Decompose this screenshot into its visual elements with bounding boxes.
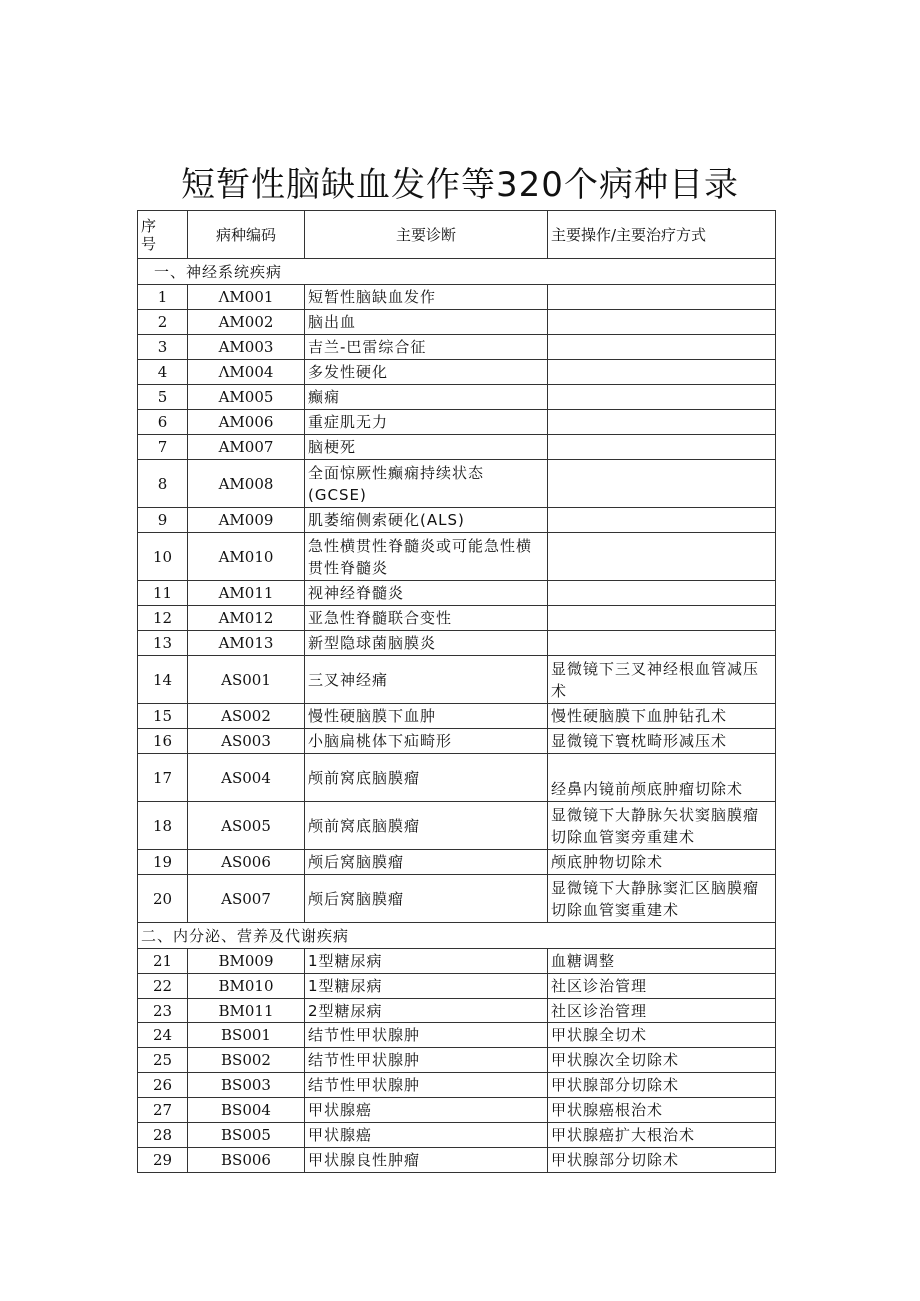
main-operation — [548, 360, 776, 385]
table-row — [138, 1123, 776, 1148]
main-diagnosis: 甲状腺良性肿瘤 — [305, 1148, 548, 1173]
section-row — [138, 259, 776, 285]
row-number: 7 — [138, 435, 188, 460]
main-operation — [548, 533, 776, 581]
row-number: 16 — [138, 729, 188, 754]
table-row — [138, 875, 776, 923]
header-row — [138, 211, 776, 259]
main-operation — [548, 310, 776, 335]
main-diagnosis: 颅前窝底脑膜瘤 — [305, 754, 548, 802]
row-number: 8 — [138, 460, 188, 508]
main-diagnosis: 结节性甲状腺肿 — [305, 1073, 548, 1098]
disease-code: AM012 — [188, 606, 305, 631]
main-diagnosis: 视神经脊髓炎 — [305, 581, 548, 606]
table-row — [138, 335, 776, 360]
main-diagnosis: 1型糖尿病 — [305, 974, 548, 999]
row-number: 14 — [138, 656, 188, 704]
disease-code: AM010 — [188, 533, 305, 581]
main-diagnosis: 小脑扁桃体下疝畸形 — [305, 729, 548, 754]
main-diagnosis: 多发性硬化 — [305, 360, 548, 385]
main-operation — [548, 631, 776, 656]
table-row — [138, 754, 776, 802]
row-number: 12 — [138, 606, 188, 631]
main-diagnosis: 短暂性脑缺血发作 — [305, 285, 548, 310]
main-operation: 甲状腺癌根治术 — [548, 1098, 776, 1123]
header-no-line2: 号 — [141, 234, 157, 253]
disease-code: AS006 — [188, 850, 305, 875]
main-operation — [548, 460, 776, 508]
main-diagnosis: 重症肌无力 — [305, 410, 548, 435]
main-diagnosis: 结节性甲状腺肿 — [305, 1048, 548, 1073]
main-operation: 甲状腺部分切除术 — [548, 1148, 776, 1173]
table-row — [138, 606, 776, 631]
disease-code: AS004 — [188, 754, 305, 802]
header-no — [138, 211, 188, 259]
row-number: 28 — [138, 1123, 188, 1148]
table-row — [138, 974, 776, 999]
disease-code: AS007 — [188, 875, 305, 923]
table-row — [138, 802, 776, 850]
disease-code: AM003 — [188, 335, 305, 360]
section-row — [138, 923, 776, 949]
row-number: 2 — [138, 310, 188, 335]
disease-code: AM013 — [188, 631, 305, 656]
main-operation — [548, 508, 776, 533]
disease-code: AM005 — [188, 385, 305, 410]
table-row — [138, 508, 776, 533]
row-number: 6 — [138, 410, 188, 435]
main-operation — [548, 385, 776, 410]
disease-code: AS001 — [188, 656, 305, 704]
main-operation — [548, 410, 776, 435]
row-number: 9 — [138, 508, 188, 533]
row-number: 23 — [138, 999, 188, 1023]
main-diagnosis: 脑梗死 — [305, 435, 548, 460]
table-row — [138, 850, 776, 875]
section-label: 一、神经系统疾病 — [138, 259, 776, 285]
disease-code: BM009 — [188, 949, 305, 974]
table-row — [138, 729, 776, 754]
row-number: 29 — [138, 1148, 188, 1173]
main-operation: 社区诊治管理 — [548, 974, 776, 999]
table-row — [138, 1148, 776, 1173]
table-row — [138, 435, 776, 460]
section-label: 二、内分泌、营养及代谢疾病 — [138, 923, 776, 949]
disease-code: BS001 — [188, 1023, 305, 1048]
table-row — [138, 949, 776, 974]
disease-code: AM007 — [188, 435, 305, 460]
header-no-line1: 序 — [141, 216, 157, 235]
main-operation: 显微镜下三叉神经根血管减压术 — [548, 656, 776, 704]
table-row — [138, 410, 776, 435]
header-operation: 主要操作/主要治疗方式 — [548, 211, 776, 259]
disease-code: BS003 — [188, 1073, 305, 1098]
row-number: 19 — [138, 850, 188, 875]
main-diagnosis: 2型糖尿病 — [305, 999, 548, 1023]
main-diagnosis: 颅前窝底脑膜瘤 — [305, 802, 548, 850]
main-diagnosis: 甲状腺癌 — [305, 1098, 548, 1123]
main-diagnosis: 1型糖尿病 — [305, 949, 548, 974]
disease-code: BS005 — [188, 1123, 305, 1148]
main-diagnosis: 全面惊厥性癫痫持续状态 (GCSE) — [305, 460, 548, 508]
main-operation: 甲状腺次全切除术 — [548, 1048, 776, 1073]
main-diagnosis: 三叉神经痛 — [305, 656, 548, 704]
main-diagnosis: 颅后窝脑膜瘤 — [305, 850, 548, 875]
disease-code: ΛM004 — [188, 360, 305, 385]
row-number: 11 — [138, 581, 188, 606]
row-number: 20 — [138, 875, 188, 923]
row-number: 18 — [138, 802, 188, 850]
row-number: 26 — [138, 1073, 188, 1098]
row-number: 1 — [138, 285, 188, 310]
table-row — [138, 581, 776, 606]
table-row — [138, 1048, 776, 1073]
main-operation: 甲状腺部分切除术 — [548, 1073, 776, 1098]
main-operation — [548, 285, 776, 310]
disease-code: AM008 — [188, 460, 305, 508]
row-number: 22 — [138, 974, 188, 999]
row-number: 13 — [138, 631, 188, 656]
disease-code: ΛM001 — [188, 285, 305, 310]
row-number: 15 — [138, 704, 188, 729]
table-row — [138, 360, 776, 385]
main-operation: 经鼻内镜前颅底肿瘤切除术 — [548, 754, 776, 802]
disease-code: AS003 — [188, 729, 305, 754]
disease-table — [137, 210, 776, 1173]
disease-code: AM011 — [188, 581, 305, 606]
row-number: 17 — [138, 754, 188, 802]
disease-code: AM006 — [188, 410, 305, 435]
header-diagnosis: 主要诊断 — [305, 211, 548, 259]
main-operation — [548, 335, 776, 360]
row-number: 3 — [138, 335, 188, 360]
main-operation — [548, 581, 776, 606]
main-diagnosis: 脑出血 — [305, 310, 548, 335]
disease-code: BS002 — [188, 1048, 305, 1073]
table-row — [138, 385, 776, 410]
row-number: 10 — [138, 533, 188, 581]
main-diagnosis: 新型隐球菌脑膜炎 — [305, 631, 548, 656]
main-diagnosis: 急性横贯性脊髓炎或可能急性横贯性脊髓炎 — [305, 533, 548, 581]
main-diagnosis: 结节性甲状腺肿 — [305, 1023, 548, 1048]
row-number: 25 — [138, 1048, 188, 1073]
table-row — [138, 999, 776, 1023]
main-operation — [548, 435, 776, 460]
main-operation: 甲状腺全切术 — [548, 1023, 776, 1048]
disease-code: AM002 — [188, 310, 305, 335]
table-row — [138, 460, 776, 508]
row-number: 21 — [138, 949, 188, 974]
table-row — [138, 285, 776, 310]
page-title: 短暂性脑缺血发作等320个病种目录 — [181, 165, 739, 205]
row-number: 27 — [138, 1098, 188, 1123]
table-row — [138, 310, 776, 335]
main-operation: 显微镜下寰枕畸形减压术 — [548, 729, 776, 754]
main-diagnosis: 慢性硬脑膜下血肿 — [305, 704, 548, 729]
main-operation — [548, 606, 776, 631]
main-operation: 慢性硬脑膜下血肿钻孔术 — [548, 704, 776, 729]
row-number: 24 — [138, 1023, 188, 1048]
table-row — [138, 631, 776, 656]
main-operation: 血糖调整 — [548, 949, 776, 974]
main-diagnosis: 亚急性脊髓联合变性 — [305, 606, 548, 631]
disease-code: BS004 — [188, 1098, 305, 1123]
table-row — [138, 656, 776, 704]
disease-code: BM010 — [188, 974, 305, 999]
main-operation: 显微镜下大静脉矢状窦脑膜瘤切除血管窦旁重建术 — [548, 802, 776, 850]
main-operation: 甲状腺癌扩大根治术 — [548, 1123, 776, 1148]
main-diagnosis: 颅后窝脑膜瘤 — [305, 875, 548, 923]
table-row — [138, 704, 776, 729]
disease-code: AS005 — [188, 802, 305, 850]
main-diagnosis: 甲状腺癌 — [305, 1123, 548, 1148]
disease-code: AS002 — [188, 704, 305, 729]
header-code: 病种编码 — [188, 211, 305, 259]
table-row — [138, 1098, 776, 1123]
main-operation: 颅底肿物切除术 — [548, 850, 776, 875]
row-number: 4 — [138, 360, 188, 385]
disease-code: BS006 — [188, 1148, 305, 1173]
table-row — [138, 1073, 776, 1098]
main-diagnosis: 癫痫 — [305, 385, 548, 410]
main-operation: 社区诊治管理 — [548, 999, 776, 1023]
main-operation: 显微镜下大静脉窦汇区脑膜瘤切除血管窦重建术 — [548, 875, 776, 923]
main-diagnosis: 肌萎缩侧索硬化(ALS) — [305, 508, 548, 533]
row-number: 5 — [138, 385, 188, 410]
table-row — [138, 1023, 776, 1048]
disease-code: BM011 — [188, 999, 305, 1023]
table-row — [138, 533, 776, 581]
disease-code: AM009 — [188, 508, 305, 533]
main-diagnosis: 吉兰-巴雷综合征 — [305, 335, 548, 360]
